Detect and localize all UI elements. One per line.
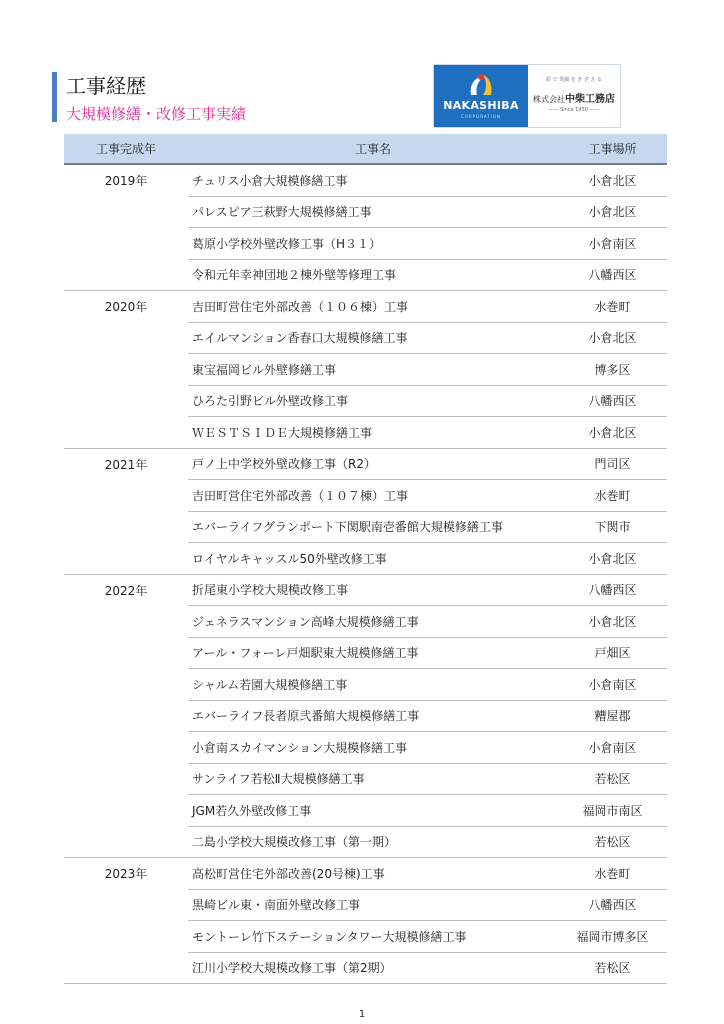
cell-name: 二島小学校大規模改修工事（第一期） [188, 826, 558, 858]
table-row [64, 669, 667, 701]
cell-year [64, 480, 188, 512]
cell-year [64, 385, 188, 417]
cell-location: 若松区 [558, 826, 667, 858]
cell-location: 小倉北区 [558, 417, 667, 449]
cell-location: 糟屋郡 [558, 700, 667, 732]
cell-location: 福岡市南区 [558, 795, 667, 827]
cell-year [64, 543, 188, 575]
cell-year [64, 921, 188, 953]
cell-year [64, 259, 188, 291]
logo-company-prefix: 株式会社 [533, 95, 565, 104]
cell-name: 高松町営住宅外部改善(20号棟)工事 [188, 858, 558, 890]
cell-name: エバーライフ長者原弐番館大規模修繕工事 [188, 700, 558, 732]
cell-name: 小倉南スカイマンション大規模修繕工事 [188, 732, 558, 764]
cell-year [64, 322, 188, 354]
cell-year: 2023年 [104, 867, 148, 881]
logo-tagline: 彩 で 笑顔 を き ざ え る [545, 77, 603, 83]
logo-since: —— Since 1950 —— [548, 107, 600, 113]
table-row [64, 763, 667, 795]
cell-location: 小倉南区 [558, 669, 667, 701]
cell-year [64, 511, 188, 543]
table-row [64, 637, 667, 669]
cell-location: 戸畑区 [558, 637, 667, 669]
table-row [64, 889, 667, 921]
cell-year [64, 669, 188, 701]
table-row [64, 543, 667, 575]
cell-name: サンライフ若松Ⅱ大規模修繕工事 [188, 763, 558, 795]
cell-location: 水巻町 [558, 480, 667, 512]
cell-name: ひろた引野ビル外壁改修工事 [188, 385, 558, 417]
cell-location: 八幡西区 [558, 889, 667, 921]
table-row [64, 511, 667, 543]
table-row [64, 228, 667, 260]
logo-sub: CORPORATION [460, 114, 502, 119]
table-row [64, 606, 667, 638]
table-row [64, 826, 667, 858]
table-row [64, 291, 667, 323]
company-logo [433, 64, 621, 128]
cell-name: 葛原小学校外壁改修工事（H３１） [188, 228, 558, 260]
cell-location: 若松区 [558, 952, 667, 984]
table-row [64, 480, 667, 512]
table-row [64, 700, 667, 732]
cell-name: シャルム若園大規模修繕工事 [188, 669, 558, 701]
logo-company-name: 中柴工務店 [565, 94, 615, 105]
table-row [64, 448, 667, 480]
cell-name: 吉田町営住宅外部改善（１０７棟）工事 [188, 480, 558, 512]
cell-name: ロイヤルキャッスル50外壁改修工事 [188, 543, 558, 575]
table-row [64, 354, 667, 386]
cell-location: 若松区 [558, 763, 667, 795]
cell-location: 門司区 [558, 448, 667, 480]
cell-name: ジェネラスマンション高峰大規模修繕工事 [188, 606, 558, 638]
table-row [64, 921, 667, 953]
cell-year [64, 196, 188, 228]
table-row [64, 164, 667, 196]
cell-location: 水巻町 [558, 291, 667, 323]
logo-name: NAKASHIBA [443, 99, 519, 112]
header-name: 工事名 [188, 134, 558, 164]
cell-location: 小倉北区 [558, 164, 667, 196]
cell-location: 福岡市博多区 [558, 921, 667, 953]
cell-year [64, 763, 188, 795]
cell-name: 黒崎ビル東・南面外壁改修工事 [188, 889, 558, 921]
page-number: 1 [358, 1009, 366, 1020]
cell-location: 博多区 [558, 354, 667, 386]
cell-year [64, 732, 188, 764]
works-table [64, 134, 667, 984]
cell-location: 下関市 [558, 511, 667, 543]
page-title: 工事経歴 [66, 74, 146, 98]
cell-name: チュリス小倉大規模修繕工事 [188, 164, 558, 196]
cell-name: 令和元年幸神団地２棟外壁等修理工事 [188, 259, 558, 291]
cell-year: 2021年 [104, 457, 148, 472]
cell-name: エバーライフグランポート下関駅南壱番館大規模修繕工事 [188, 511, 558, 543]
cell-year [64, 354, 188, 386]
table-row [64, 732, 667, 764]
title-accent-bar [52, 72, 57, 122]
cell-year [64, 952, 188, 984]
table-header-row [64, 134, 667, 164]
cell-name: エイルマンション香春口大規模修繕工事 [188, 322, 558, 354]
logo-company-panel [528, 65, 620, 127]
cell-year: 2020年 [104, 300, 148, 314]
page-subtitle: 大規模修繕・改修工事実績 [66, 105, 247, 123]
table-row [64, 417, 667, 449]
cell-location: 八幡西区 [558, 259, 667, 291]
table-row [64, 385, 667, 417]
cell-year: 2022年 [104, 583, 148, 598]
table-row [64, 858, 667, 890]
logo-brand-panel [434, 65, 528, 127]
logo-mark-icon [465, 69, 497, 101]
cell-location: 小倉北区 [558, 196, 667, 228]
cell-location: 小倉北区 [558, 322, 667, 354]
cell-location: 小倉北区 [558, 543, 667, 575]
logo-company [528, 90, 620, 105]
logo-since-text: Since 1950 [560, 107, 588, 113]
cell-year [64, 606, 188, 638]
cell-name: モントーレ竹下ステーションタワー大規模修繕工事 [188, 921, 558, 953]
cell-name: アール・フォーレ戸畑駅東大規模修繕工事 [188, 637, 558, 669]
table-row [64, 574, 667, 606]
table-row [64, 795, 667, 827]
table-row [64, 952, 667, 984]
cell-name: 東宝福岡ビル外壁修繕工事 [188, 354, 558, 386]
header-location: 工事場所 [558, 134, 667, 164]
cell-year [64, 826, 188, 858]
cell-name: 戸ノ上中学校外壁改修工事（R2） [188, 448, 558, 480]
cell-location: 小倉北区 [558, 606, 667, 638]
cell-name: 吉田町営住宅外部改善（１０６棟）工事 [188, 291, 558, 323]
cell-location: 八幡西区 [558, 385, 667, 417]
cell-year: 2019年 [104, 174, 148, 188]
cell-location: 水巻町 [558, 858, 667, 890]
cell-location: 小倉南区 [558, 228, 667, 260]
header-year: 工事完成年 [64, 134, 188, 164]
cell-year [64, 700, 188, 732]
cell-year [64, 889, 188, 921]
table-row [64, 322, 667, 354]
cell-name: ＷＥＳＴＳＩＤＥ大規模修繕工事 [188, 417, 558, 449]
cell-location: 小倉南区 [558, 732, 667, 764]
table-row [64, 196, 667, 228]
cell-name: 折尾東小学校大規模改修工事 [188, 574, 558, 606]
cell-name: 江川小学校大規模改修工事（第2期） [188, 952, 558, 984]
cell-location: 八幡西区 [558, 574, 667, 606]
table-row [64, 259, 667, 291]
cell-year [64, 417, 188, 449]
cell-name: JGM若久外壁改修工事 [188, 795, 558, 827]
cell-year [64, 228, 188, 260]
cell-year [64, 637, 188, 669]
cell-name: パレスピア三萩野大規模修繕工事 [188, 196, 558, 228]
cell-year [64, 795, 188, 827]
